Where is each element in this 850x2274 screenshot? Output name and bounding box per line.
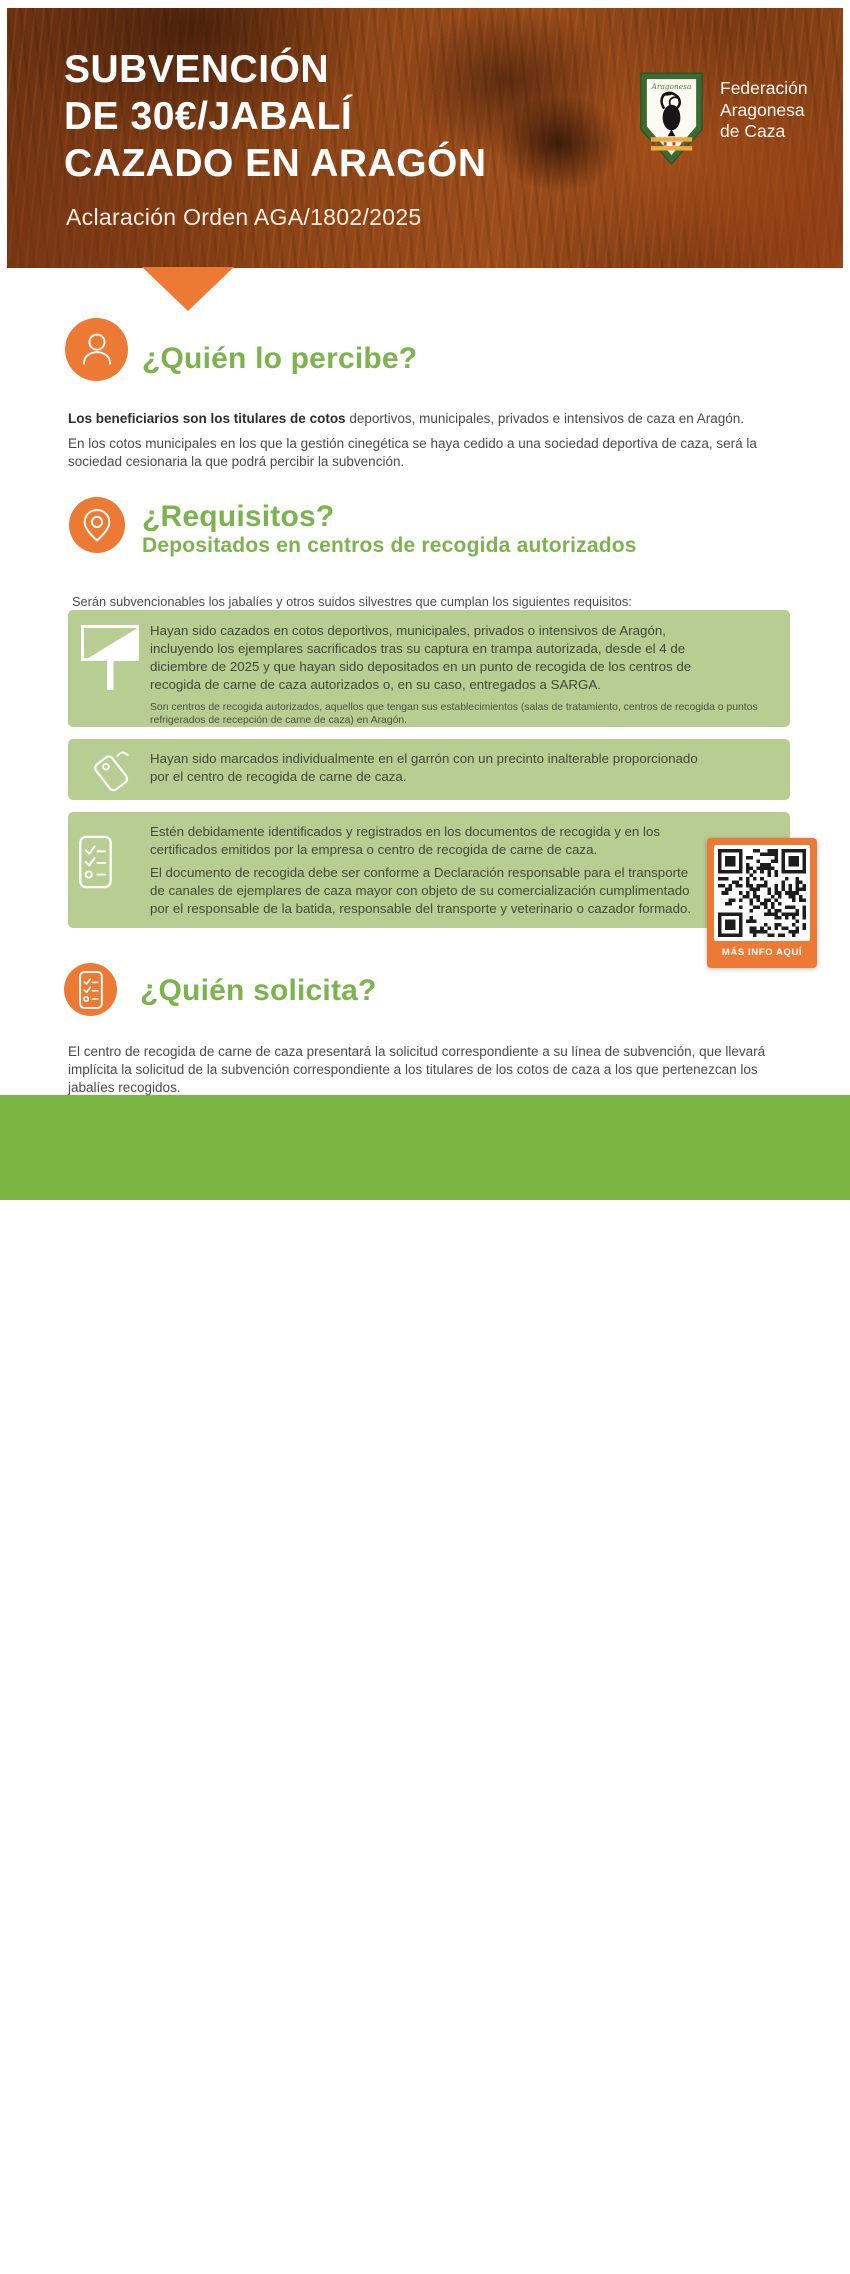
order-subtitle: Aclaración Orden AGA/1802/2025 (66, 204, 422, 230)
requisitos-intro: Serán subvencionables los jabalíes y otros suidos silvestres que cumplan los siguientes requisitos: (72, 593, 632, 609)
qr-code-frame (714, 845, 810, 941)
main-title-line: CAZADO EN ARAGÓN (64, 142, 487, 185)
requirement-box-1 (68, 610, 790, 727)
warning-text (213, 2214, 709, 2274)
hero-header (7, 8, 843, 268)
main-title-line: DE 30€/JABALÍ (64, 95, 353, 138)
main-title (64, 46, 487, 187)
clipboard-checklist-icon (78, 970, 104, 1010)
federation-name (720, 78, 808, 143)
federation-name-line: Aragonesa (720, 99, 805, 120)
tag-icon (84, 744, 136, 796)
requirement-box-2 (68, 739, 790, 800)
federation-name-line: de Caza (720, 121, 786, 141)
qr-info-block[interactable] (707, 838, 817, 968)
checklist-icon (78, 834, 113, 890)
percibe-paragraph-2: En los cotos municipales en los que la gestión cinegética se haya cedido a una sociedad deportiva de caza, será la sociedad cesionaria la que podrá percibir la subvención. (68, 435, 757, 469)
requirement-3-text: Estén debidamente identificados y registrados en los documentos de recogida y en los certificados emitidos por la empresa o centro de recogida de carne de caza. (150, 824, 661, 857)
solicita-paragraph: El centro de recogida de carne de caza presentará la solicitud correspondiente a su línea de subvención, que llevará implícita la solicitud de la subvención correspondiente a los titulares de los cotos de caza a los que pertenezcan los jabalíes recogidos. (68, 1043, 766, 1095)
requirement-2-text: Hayan sido marcados individualmente en el garrón con un precinto inalterable proporcionado por el centro de recogida de carne de caza. (150, 751, 698, 784)
warning-text-line: No serán subvencionables aquellos jabalíes (213, 2217, 662, 2240)
person-icon-badge (65, 318, 128, 381)
section-title-solicita: ¿Quién solicita? (140, 974, 377, 1007)
section-title-percibe: ¿Quién lo percibe? (142, 342, 418, 375)
federation-name-line: Federación (720, 78, 808, 98)
section-subtitle-requisitos: Depositados en centros de recogida autorizados (142, 534, 637, 557)
percibe-paragraph-1-rest: deportivos, municipales, privados e intensivos de caza en Aragón. (345, 410, 745, 426)
shield-script-text: Aragonesa (651, 81, 692, 91)
signpost-icon (80, 624, 140, 692)
percibe-paragraph-1 (68, 410, 782, 428)
qr-label: MÁS INFO AQUÍ (721, 947, 803, 958)
exclamation-icon: ! (128, 2207, 194, 2273)
map-pin-icon (76, 504, 118, 546)
warning-text-line: destinados al autoconsumo ni los abandonados. (213, 2247, 709, 2270)
main-title-line: SUBVENCIÓN (64, 48, 330, 91)
down-arrow-pointer (142, 267, 234, 311)
percibe-paragraph-1-bold: Los beneficiarios son los titulares de cotos (68, 410, 346, 426)
person-icon (74, 327, 120, 373)
requirement-1-text: Hayan sido cazados en cotos deportivos, municipales, privados o intensivos de Aragón, incluyendo los ejemplares sacrificados tras su captura en trampa autorizada, desde el 4 de diciembre de 2025 y que hayan sido depositados en un punto de recogida de los centros de recogida de carne de caza autorizados o, en su caso, entregados a SARGA. (150, 623, 692, 692)
requirement-3-text-2: El documento de recogida debe ser conforme a Declaración responsable para el transporte de canales de ejemplares de caza mayor con objeto de su comercialización cumplimentado por el responsable de la batida, responsable del transporte y veterinario o cazador formado. (150, 865, 692, 916)
map-pin-icon-badge (69, 497, 125, 553)
requirement-1-note: Son centros de recogida autorizados, aquellos que tengan sus establecimientos (salas de tratamiento, centros de recogida o puntos refrigerados de recepción de carne de caza) en Aragón. (150, 702, 758, 726)
federation-shield-icon (638, 70, 705, 167)
qr-code (718, 849, 806, 937)
requirement-box-3 (68, 812, 790, 928)
warning-banner (0, 1095, 850, 2270)
section-title-requisitos: ¿Requisitos? (142, 500, 335, 533)
clipboard-icon-badge (64, 963, 117, 1016)
